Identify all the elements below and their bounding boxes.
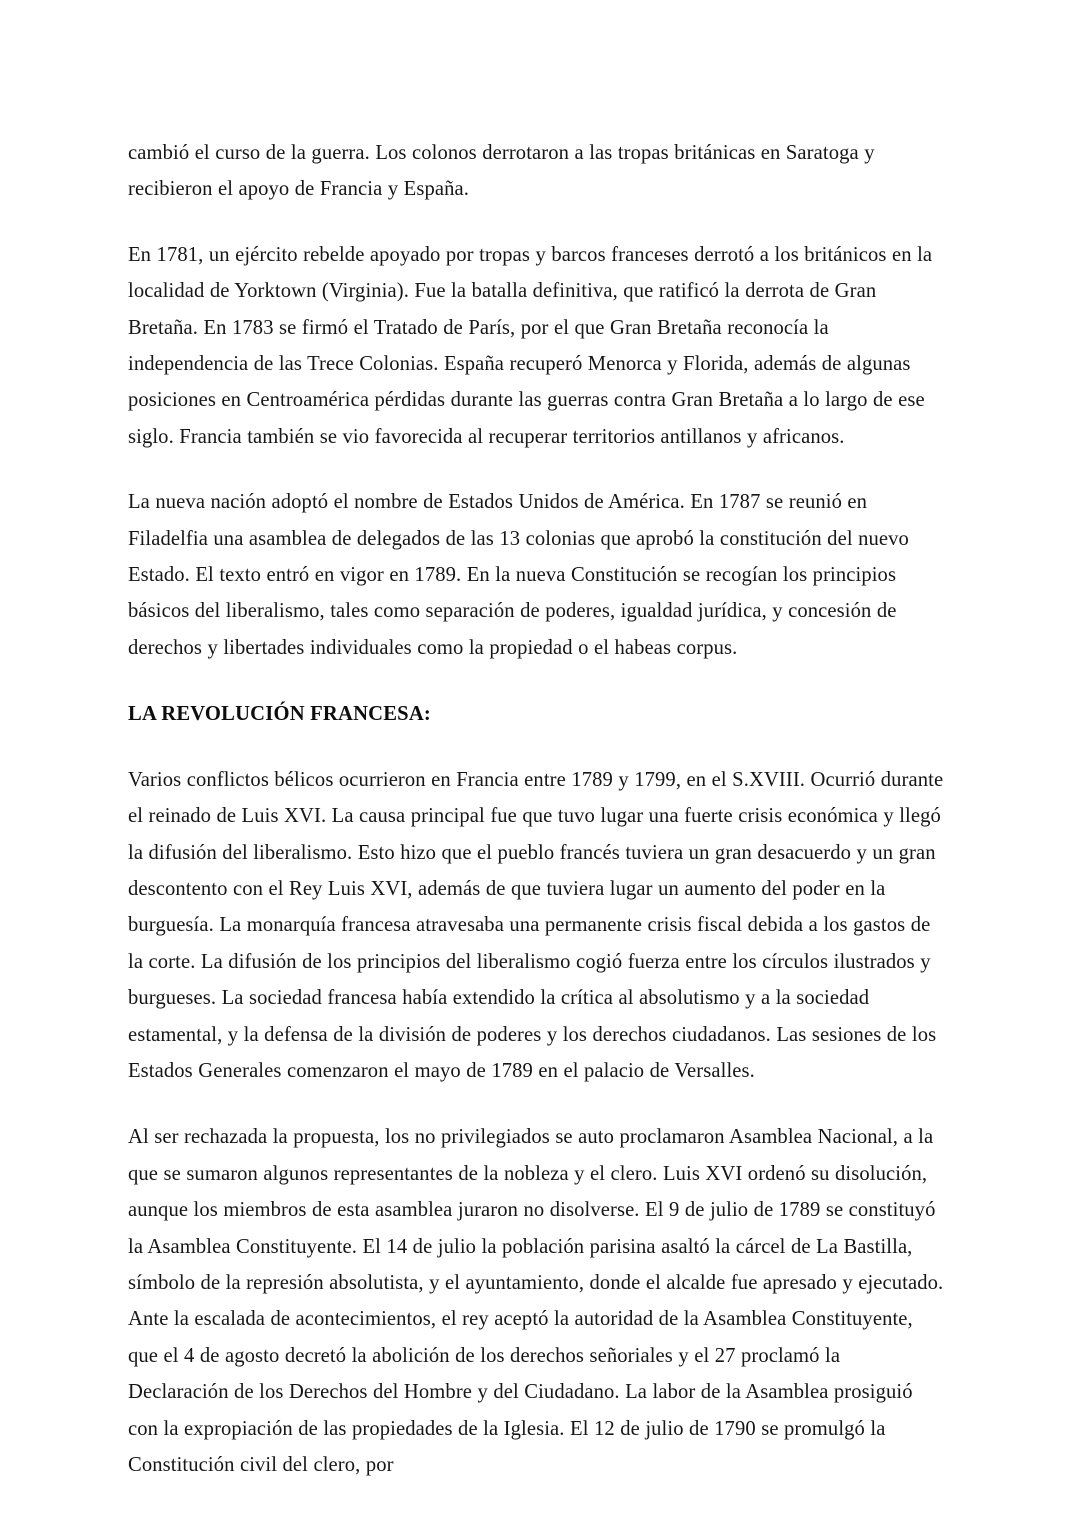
paragraph-yorktown-tratado-paris: En 1781, un ejército rebelde apoyado por tropas y barcos franceses derrotó a los británicos en la localidad de Yorktown (Virginia). Fue la batalla definitiva, que ratificó la derrota de Gran Bretaña. En 1783 se firmó el Tratado de París, por el que Gran Bretaña reconocía la independencia de las Trece Colonias. España recuperó Menorca y Florida, además de algunas posiciones en Centroamérica pérdidas durante las guerras contra Gran Bretaña a lo largo de ese siglo. Francia también se vio favorecida al recuperar territorios antillanos y africanos. (128, 243, 933, 448)
paragraph-asamblea-nacional-bastilla: Al ser rechazada la propuesta, los no privilegiados se auto proclamaron Asamblea Nacional, a la que se sumaron algunos representantes de la nobleza y el clero. Luis XVI ordenó su disolución, aunque los miembros de esta asamblea juraron no disolverse. El 9 de julio de 1789 se constituyó la Asamblea Constituyente. El 14 de julio la población parisina asaltó la cárcel de La Bastilla, símbolo de la represión absolutista, y el ayuntamiento, donde el alcalde fue apresado y ejecutado. Ante la escalada de acontecimientos, el rey aceptó la autoridad de la Asamblea Constituyente, que el 4 de agosto decretó la abolición de los derechos señoriales y el 27 proclamó la Declaración de los Derechos del Hombre y del Ciudadano. La labor de la Asamblea prosiguió con la expropiación de las propiedades de la Iglesia. El 12 de julio de 1790 se promulgó la Constitución civil del clero, por (128, 1126, 944, 1476)
paragraph-causas-revolucion: Varios conflictos bélicos ocurrieron en Francia entre 1789 y 1799, en el S.XVIII. Ocurrió durante el reinado de Luis XVI. La causa principal fue que tuvo lugar una fuerte crisis económica y llegó la difusión del liberalismo. Esto hizo que el pueblo francés tuviera un gran desacuerdo y un gran descontento con el Rey Luis XVI, además de que tuviera lugar un aumento del poder en la burguesía. La monarquía francesa atravesaba una permanente crisis fiscal debida a los gastos de la corte. La difusión de los principios del liberalismo cogió fuerza entre los círculos ilustrados y burgueses. La sociedad francesa había extendido la crítica al absolutismo y a la sociedad estamental, y la defensa de la división de poderes y los derechos ciudadanos. Las sesiones de los Estados Generales comenzaron el mayo de 1789 en el palacio de Versalles. (128, 768, 944, 1082)
paragraph-saratoga: cambió el curso de la guerra. Los colonos derrotaron a las tropas británicas en Saratoga y recibieron el apoyo de Francia y España. (128, 142, 875, 201)
paragraph-estados-unidos-constitucion: La nueva nación adoptó el nombre de Estados Unidos de América. En 1787 se reunió en Filadelfia una asamblea de delegados de las 13 colonias que aprobó la constitución del nuevo Estado. El texto entró en vigor en 1789. En la nueva Constitución se recogían los principios básicos del liberalismo, tales como separación de poderes, igualdad jurídica, y concesión de derechos y libertades individuales como la propiedad o el habeas corpus. (128, 491, 909, 659)
document-text-column (128, 135, 946, 1483)
heading-revolucion-francesa: LA REVOLUCIÓN FRANCESA: (128, 703, 431, 726)
